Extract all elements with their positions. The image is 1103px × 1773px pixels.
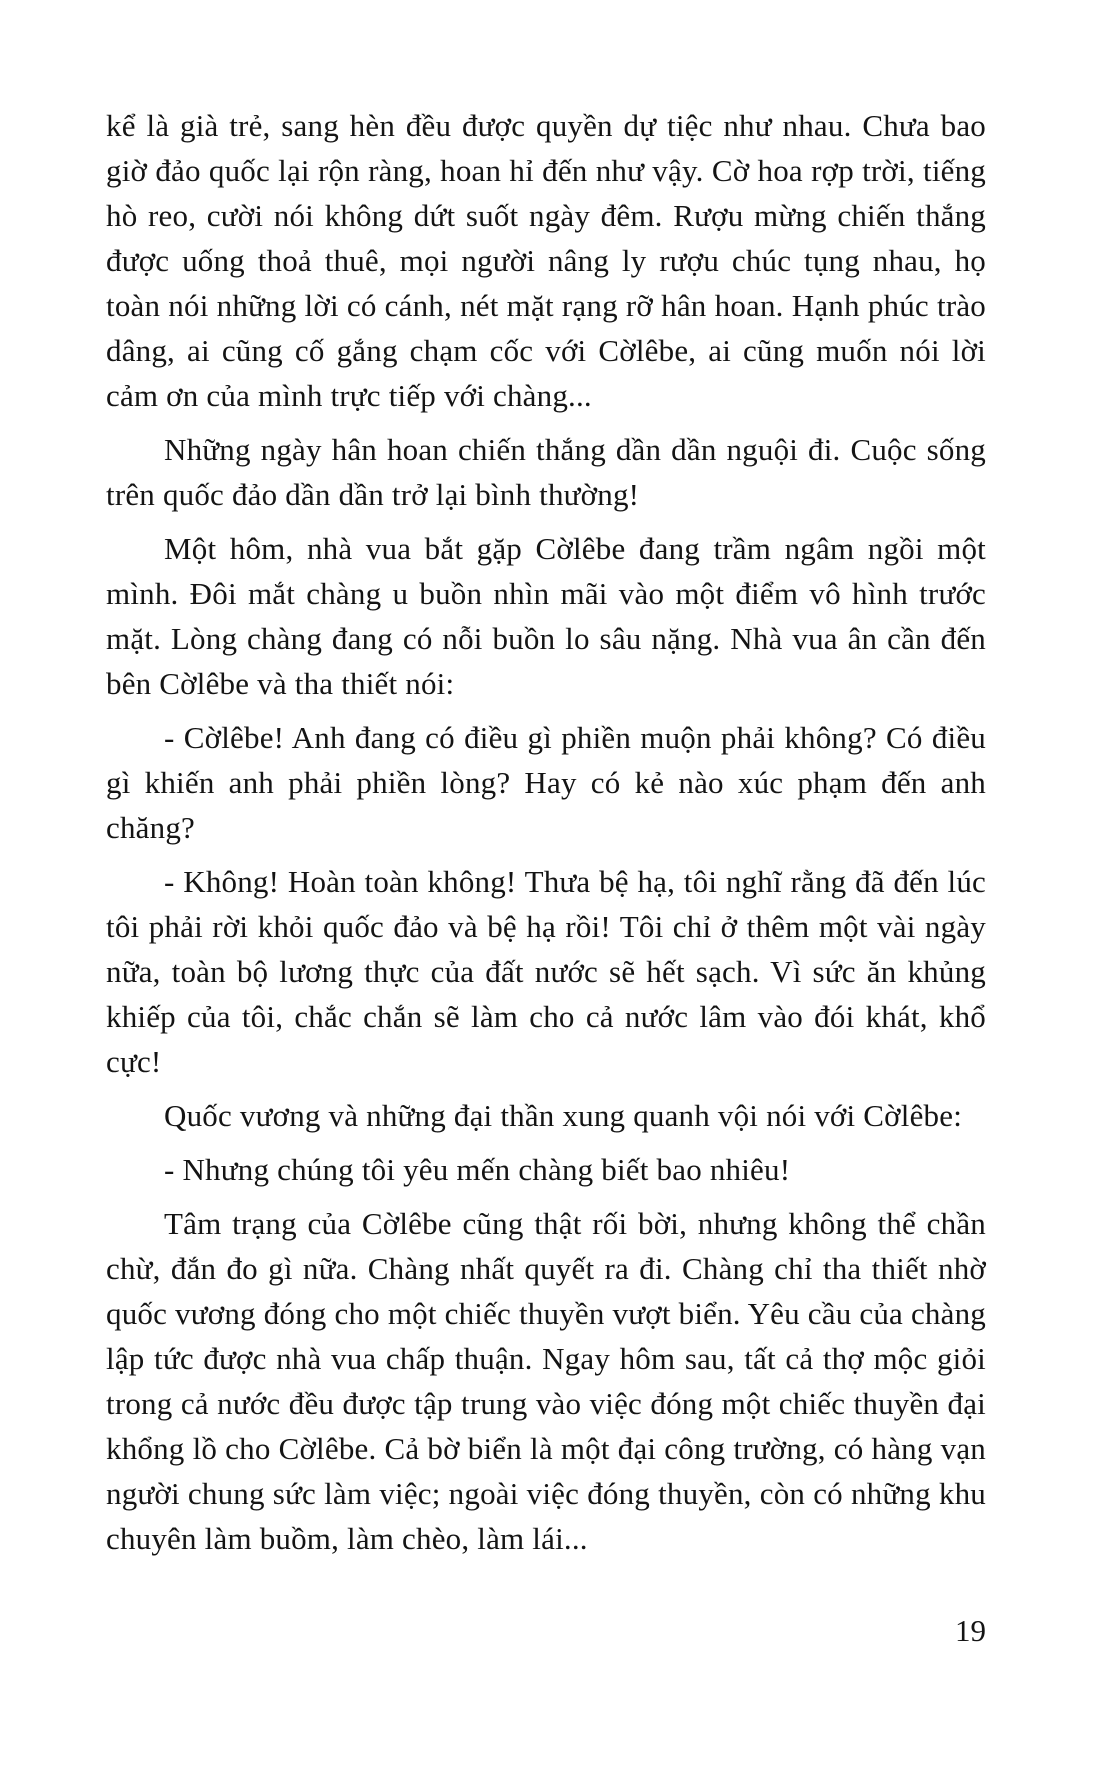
paragraph: Một hôm, nhà vua bắt gặp Cờlêbe đang trầm ngâm ngồi một mình. Đôi mắt chàng u buồn nhìn mãi vào một điểm vô hình trước mặt. Lòng chàng đang có nỗi buồn lo sâu nặng. Nhà vua ân cần đến bên Cờlêbe và tha thiết nói: bbox=[106, 531, 986, 701]
paragraph: kể là già trẻ, sang hèn đều được quyền dự tiệc như nhau. Chưa bao giờ đảo quốc lại rộn ràng, hoan hỉ đến như vậy. Cờ hoa rợp trời, tiếng hò reo, cười nói không dứt suốt ngày đêm. Rượu mừng chiến thắng được uống thoả thuê, mọi người nâng ly rượu chúc tụng nhau, họ toàn nói những lời có cánh, nét mặt rạng rỡ hân hoan. Hạnh phúc trào dâng, ai cũng cố gắng chạm cốc với Cờlêbe, ai cũng muốn nói lời cảm ơn của mình trực tiếp với chàng... bbox=[106, 108, 986, 413]
paragraph: Những ngày hân hoan chiến thắng dần dần nguội đi. Cuộc sống trên quốc đảo dần dần trở lại bình thường! bbox=[106, 432, 986, 512]
paragraph-dialogue: - Không! Hoàn toàn không! Thưa bệ hạ, tôi nghĩ rằng đã đến lúc tôi phải rời khỏi quốc đảo và bệ hạ rồi! Tôi chỉ ở thêm một vài ngày nữa, toàn bộ lương thực của đất nước sẽ hết sạch. Vì sức ăn khủng khiếp của tôi, chắc chắn sẽ làm cho cả nước lâm vào đói khát, khổ cực! bbox=[106, 864, 986, 1079]
paragraph: Quốc vương và những đại thần xung quanh vội nói với Cờlêbe: bbox=[164, 1098, 963, 1133]
paragraph: Tâm trạng của Cờlêbe cũng thật rối bời, nhưng không thể chần chừ, đắn đo gì nữa. Chàng nhất quyết ra đi. Chàng chỉ tha thiết nhờ quốc vương đóng cho một chiếc thuyền vượt biển. Yêu cầu của chàng lập tức được nhà vua chấp thuận. Ngay hôm sau, tất cả thợ mộc giỏi trong cả nước đều được tập trung vào việc đóng một chiếc thuyền đại khổng lồ cho Cờlêbe. Cả bờ biển là một đại công trường, có hàng vạn người chung sức làm việc; ngoài việc đóng thuyền, còn có những khu chuyên làm buồm, làm chèo, làm lái... bbox=[106, 1206, 986, 1556]
paragraph-dialogue: - Nhưng chúng tôi yêu mến chàng biết bao nhiêu! bbox=[164, 1152, 791, 1187]
page-text bbox=[106, 103, 986, 1561]
page-number: 19 bbox=[955, 1613, 986, 1648]
paragraph-dialogue: - Cờlêbe! Anh đang có điều gì phiền muộn phải không? Có điều gì khiến anh phải phiền lòng? Hay có kẻ nào xúc phạm đến anh chăng? bbox=[106, 720, 986, 845]
